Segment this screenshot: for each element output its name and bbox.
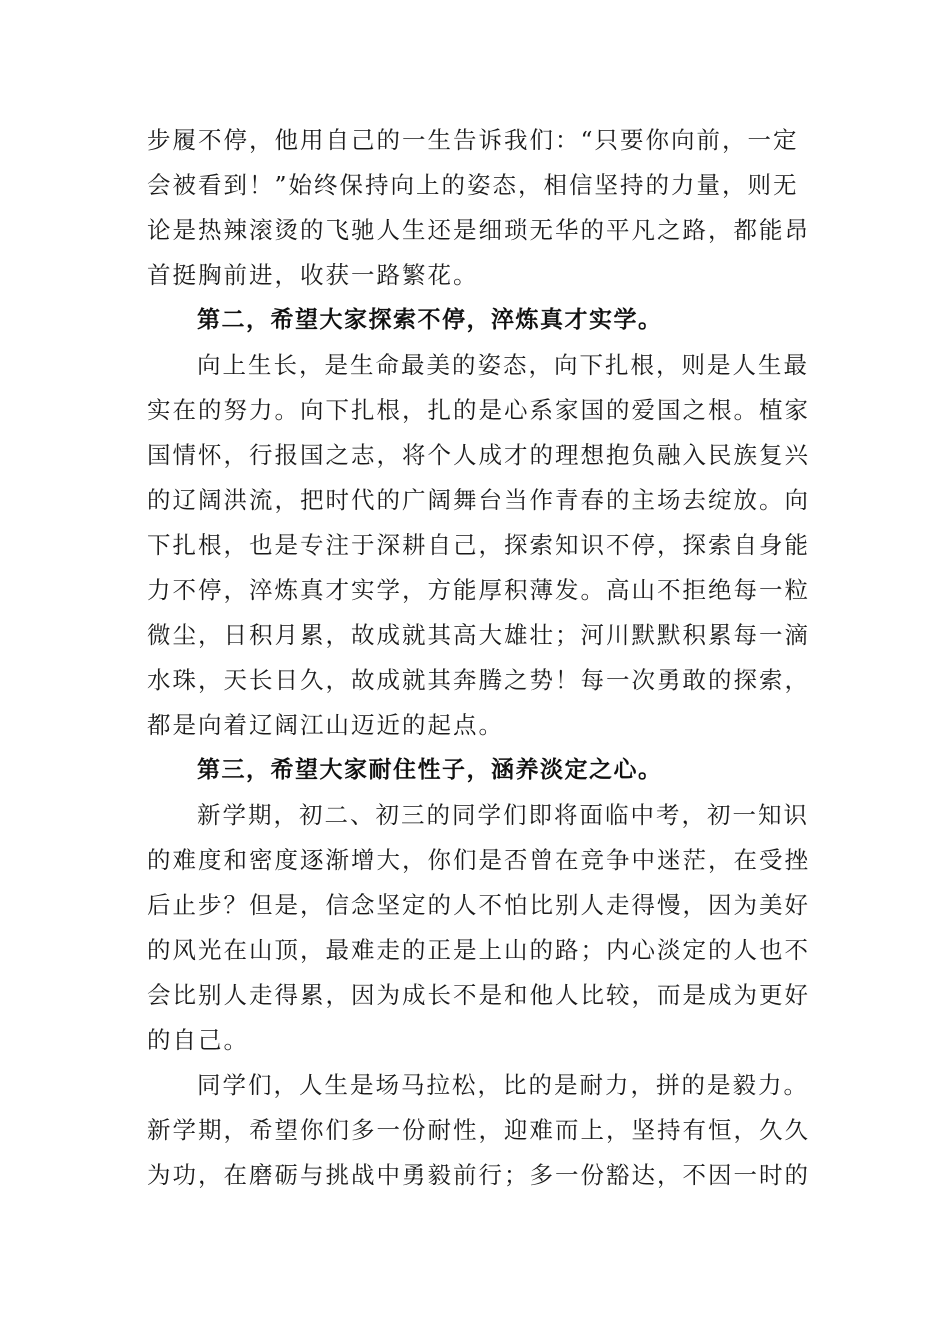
paragraph-2 bbox=[147, 343, 811, 748]
paragraph-line: 后止步？但是，信念坚定的人不怕比别人走得慢，因为美好 bbox=[147, 891, 810, 919]
paragraph-line: 都是向着辽阔江山迈近的起点。 bbox=[147, 711, 504, 739]
paragraph-line: 水珠，天长日久，故成就其奔腾之势！每一次勇敢的探索， bbox=[147, 666, 810, 694]
paragraph-line: 步履不停，他用自己的一生告诉我们：“只要你向前，一定 bbox=[147, 126, 799, 154]
paragraph-line: 实在的努力。向下扎根，扎的是心系家国的爱国之根。植家 bbox=[147, 396, 810, 424]
paragraph-line: 论是热辣滚烫的飞驰人生还是细琐无华的平凡之路，都能昂 bbox=[147, 216, 810, 244]
paragraph-line: 新学期，初二、初三的同学们即将面临中考，初一知识 bbox=[197, 801, 809, 829]
paragraph-line: 新学期，希望你们多一份耐性，迎难而上，坚持有恒，久久 bbox=[147, 1116, 810, 1144]
paragraph-line: 的风光在山顶，最难走的正是上山的路；内心淡定的人也不 bbox=[147, 936, 810, 964]
section-heading-2: 第二，希望大家探索不停，淬炼真才实学。 bbox=[197, 307, 663, 333]
paragraph-line: 的自己。 bbox=[147, 1026, 249, 1054]
paragraph-line: 首挺胸前进，收获一路繁花。 bbox=[147, 261, 479, 289]
paragraph-line: 国情怀，行报国之志，将个人成才的理想抱负融入民族复兴 bbox=[147, 441, 810, 469]
paragraph-line: 向上生长，是生命最美的姿态，向下扎根，则是人生最 bbox=[197, 351, 809, 379]
paragraph-line: 会被看到！”始终保持向上的姿态，相信坚持的力量，则无 bbox=[147, 171, 799, 199]
document-body bbox=[147, 118, 811, 1198]
paragraph-line: 的难度和密度逐渐增大，你们是否曾在竞争中迷茫，在受挫 bbox=[147, 846, 810, 874]
paragraph-3 bbox=[147, 793, 811, 1063]
paragraph-line: 力不停，淬炼真才实学，方能厚积薄发。高山不拒绝每一粒 bbox=[147, 576, 810, 604]
section-heading-3: 第三，希望大家耐住性子，涵养淡定之心。 bbox=[197, 757, 663, 783]
paragraph-line: 的辽阔洪流，把时代的广阔舞台当作青春的主场去绽放。向 bbox=[147, 486, 810, 514]
paragraph-line: 微尘，日积月累，故成就其高大雄壮；河川默默积累每一滴 bbox=[147, 621, 810, 649]
paragraph-4 bbox=[147, 1063, 811, 1198]
paragraph-line: 为功，在磨砺与挑战中勇毅前行；多一份豁达，不因一时的 bbox=[147, 1161, 810, 1189]
paragraph-1 bbox=[147, 118, 811, 298]
paragraph-line: 同学们，人生是场马拉松，比的是耐力，拼的是毅力。 bbox=[197, 1071, 809, 1099]
paragraph-line: 下扎根，也是专注于深耕自己，探索知识不停，探索自身能 bbox=[147, 531, 810, 559]
paragraph-line: 会比别人走得累，因为成长不是和他人比较，而是成为更好 bbox=[147, 981, 810, 1009]
